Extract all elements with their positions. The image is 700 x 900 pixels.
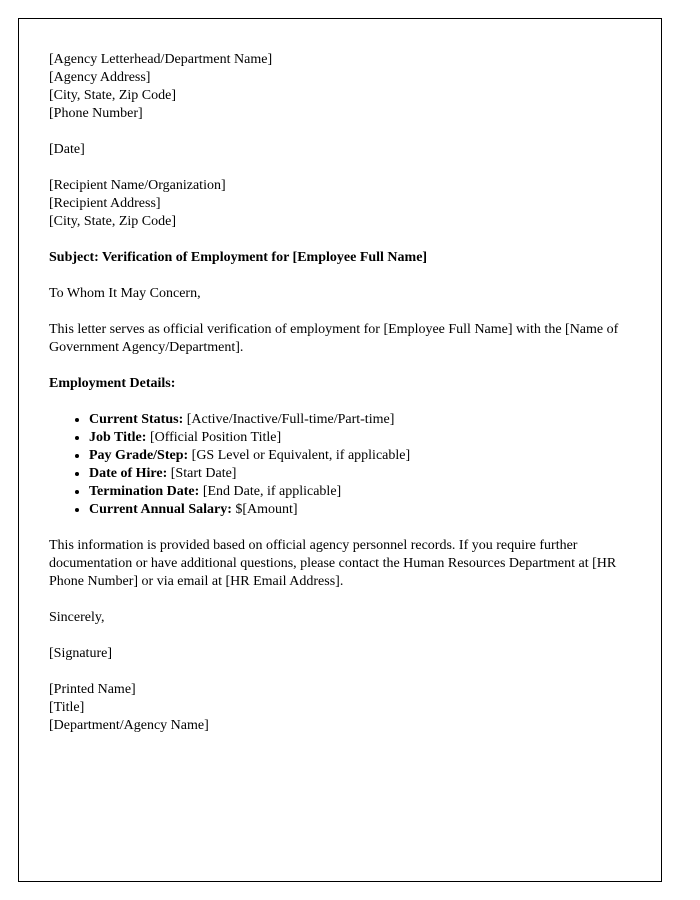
detail-item-job-title bbox=[89, 429, 631, 447]
employment-details-list bbox=[49, 411, 631, 519]
letterhead-line: [Agency Letterhead/Department Name] bbox=[49, 52, 273, 67]
letterhead-line: [Agency Address] bbox=[49, 70, 151, 85]
detail-value: [End Date, if applicable] bbox=[199, 484, 342, 499]
detail-item-termination-date bbox=[89, 483, 631, 501]
letterhead-line: [City, State, Zip Code] bbox=[49, 88, 177, 103]
signature-placeholder: [Signature] bbox=[49, 646, 112, 661]
date-line: [Date] bbox=[49, 142, 85, 157]
signoff-title: [Title] bbox=[49, 700, 85, 715]
detail-label: Pay Grade/Step: bbox=[89, 448, 189, 463]
detail-value: $[Amount] bbox=[231, 502, 298, 517]
records-paragraph: This information is provided based on official agency personnel records. If you require further documentation or have additional questions, please contact the Human Resources Department at [HR Phone Number] or via email at [HR Email Address]. bbox=[49, 538, 617, 589]
signoff-department: [Department/Agency Name] bbox=[49, 718, 209, 733]
detail-label: Date of Hire: bbox=[89, 466, 168, 481]
signoff-printed-name: [Printed Name] bbox=[49, 682, 136, 697]
subject-line: Subject: Verification of Employment for [Employee Full Name] bbox=[49, 250, 428, 265]
salutation: To Whom It May Concern, bbox=[49, 286, 201, 301]
detail-label: Termination Date: bbox=[89, 484, 200, 499]
letter-page bbox=[18, 18, 662, 882]
detail-value: [Active/Inactive/Full-time/Part-time] bbox=[183, 412, 395, 427]
closing-line: Sincerely, bbox=[49, 610, 105, 625]
detail-item-pay-grade bbox=[89, 447, 631, 465]
recipient-line: [Recipient Address] bbox=[49, 196, 161, 211]
intro-paragraph: This letter serves as official verification of employment for [Employee Full Name] with the [Name of Government Agency/Department]. bbox=[49, 322, 619, 355]
employment-details-heading: Employment Details: bbox=[49, 376, 176, 391]
recipient-line: [City, State, Zip Code] bbox=[49, 214, 177, 229]
detail-value: [GS Level or Equivalent, if applicable] bbox=[188, 448, 411, 463]
detail-item-current-status bbox=[89, 411, 631, 429]
letterhead-line: [Phone Number] bbox=[49, 106, 143, 121]
signoff-block bbox=[49, 681, 631, 735]
detail-label: Current Status: bbox=[89, 412, 184, 427]
detail-item-annual-salary bbox=[89, 501, 631, 519]
detail-label: Job Title: bbox=[89, 430, 147, 445]
detail-label: Current Annual Salary: bbox=[89, 502, 232, 517]
detail-item-date-of-hire bbox=[89, 465, 631, 483]
recipient-block bbox=[49, 177, 631, 231]
letterhead-block bbox=[49, 51, 631, 123]
detail-value: [Official Position Title] bbox=[146, 430, 282, 445]
detail-value: [Start Date] bbox=[167, 466, 237, 481]
recipient-line: [Recipient Name/Organization] bbox=[49, 178, 226, 193]
